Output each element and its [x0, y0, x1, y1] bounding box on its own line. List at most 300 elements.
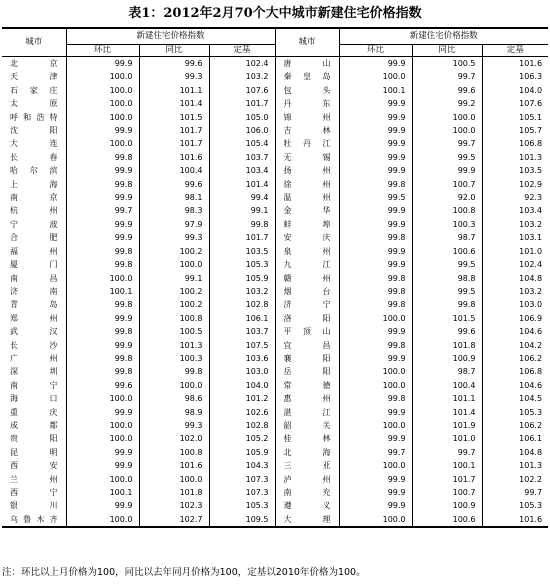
city-cell-left: 南 昌: [10, 273, 58, 283]
table-row: [2, 285, 548, 298]
mom-cell-right: 99.9: [339, 245, 412, 258]
city-cell-left: 福 州: [10, 246, 58, 256]
base-cell-right: 105.3: [482, 499, 548, 512]
city-cell-right: 桂 林: [275, 432, 339, 445]
base-cell-right: 105.3: [482, 406, 548, 419]
base-cell-left: 105.9: [209, 446, 275, 459]
yoy-cell-left: 99.3: [139, 70, 209, 83]
base-cell-right: 103.2: [482, 218, 548, 231]
table-row: [2, 57, 548, 71]
city-cell-left: 昆 明: [10, 447, 58, 457]
yoy-cell-right: 100.7: [412, 178, 482, 191]
mom-cell-left: 100.0: [66, 432, 139, 445]
yoy-cell-left: 101.3: [139, 339, 209, 352]
base-cell-right: 104.0: [482, 84, 548, 97]
base-cell-left: 105.9: [209, 272, 275, 285]
mom-cell-right: 99.9: [339, 97, 412, 110]
table-row: [2, 111, 548, 124]
city-cell-right: 无 锡: [275, 151, 339, 164]
yoy-cell-left: 99.6: [139, 178, 209, 191]
yoy-cell-left: 100.0: [139, 473, 209, 486]
base-cell-left: 101.2: [209, 392, 275, 405]
mom-cell-right: 100.0: [339, 365, 412, 378]
mom-cell-left: 100.0: [66, 392, 139, 405]
mom-cell-right: 99.9: [339, 325, 412, 338]
mom-cell-left: 99.8: [66, 325, 139, 338]
yoy-cell-left: 102.0: [139, 432, 209, 445]
city-cell-right: 蚌 埠: [275, 218, 339, 231]
yoy-cell-left: 100.4: [139, 164, 209, 177]
base-cell-right: 106.1: [482, 432, 548, 445]
city-cell-left: 贵 阳: [10, 434, 58, 444]
header-yoy-right: 同比: [412, 45, 482, 57]
mom-cell-left: 99.8: [66, 258, 139, 271]
table-row: [2, 245, 548, 258]
yoy-cell-left: 99.8: [139, 365, 209, 378]
yoy-cell-left: 100.2: [139, 245, 209, 258]
base-cell-left: 105.2: [209, 432, 275, 445]
yoy-cell-right: 99.7: [412, 137, 482, 150]
mom-cell-left: 99.9: [66, 312, 139, 325]
base-cell-right: 104.8: [482, 446, 548, 459]
yoy-cell-right: 101.4: [412, 406, 482, 419]
mom-cell-right: 99.8: [339, 285, 412, 298]
table-row: [2, 486, 548, 499]
yoy-cell-right: 100.9: [412, 352, 482, 365]
city-cell-right: 韶 关: [275, 419, 339, 432]
city-cell-right: 大 理: [275, 513, 339, 527]
mom-cell-left: 99.8: [66, 245, 139, 258]
yoy-cell-left: 98.3: [139, 204, 209, 217]
table-row: [2, 204, 548, 217]
yoy-cell-right: 98.7: [412, 365, 482, 378]
yoy-cell-right: 100.5: [412, 57, 482, 71]
base-cell-left: 103.7: [209, 151, 275, 164]
yoy-cell-left: 101.6: [139, 459, 209, 472]
mom-cell-right: 100.0: [339, 513, 412, 527]
city-cell-left: 沈 阳: [10, 126, 58, 136]
city-cell-right: 泉 州: [275, 245, 339, 258]
base-cell-right: 104.2: [482, 339, 548, 352]
city-cell-left: 武 汉: [10, 327, 58, 337]
table-row: [2, 365, 548, 378]
city-cell-right: 平顶山: [275, 325, 339, 338]
table-row: [2, 352, 548, 365]
city-cell-left: 北 京: [10, 59, 58, 68]
base-cell-left: 103.0: [209, 365, 275, 378]
yoy-cell-right: 99.5: [412, 258, 482, 271]
yoy-cell-left: 101.5: [139, 111, 209, 124]
yoy-cell-right: 100.8: [412, 204, 482, 217]
yoy-cell-left: 101.4: [139, 97, 209, 110]
base-cell-left: 105.3: [209, 258, 275, 271]
yoy-cell-left: 100.3: [139, 352, 209, 365]
yoy-cell-left: 100.2: [139, 298, 209, 311]
city-cell-right: 宜 昌: [275, 339, 339, 352]
yoy-cell-left: 101.1: [139, 84, 209, 97]
header-city-left: 城市: [2, 28, 66, 57]
yoy-cell-right: 100.6: [412, 513, 482, 527]
yoy-cell-left: 101.7: [139, 124, 209, 137]
yoy-cell-left: 99.6: [139, 57, 209, 71]
mom-cell-right: 99.9: [339, 406, 412, 419]
table-row: [2, 513, 548, 527]
mom-cell-left: 100.0: [66, 97, 139, 110]
base-cell-left: 103.5: [209, 245, 275, 258]
base-cell-right: 103.5: [482, 164, 548, 177]
city-cell-right: 丹 东: [275, 97, 339, 110]
city-cell-right: 九 江: [275, 258, 339, 271]
city-cell-left: 大 连: [10, 139, 58, 149]
mom-cell-right: 99.9: [339, 151, 412, 164]
base-cell-left: 103.7: [209, 325, 275, 338]
city-cell-right: 南 充: [275, 486, 339, 499]
mom-cell-right: 99.9: [339, 204, 412, 217]
yoy-cell-right: 101.7: [412, 473, 482, 486]
table-row: [2, 298, 548, 311]
yoy-cell-left: 100.8: [139, 446, 209, 459]
city-cell-left: 乌鲁木齐: [10, 514, 58, 524]
yoy-cell-right: 99.7: [412, 70, 482, 83]
city-cell-left: 太 原: [10, 99, 58, 109]
yoy-cell-right: 99.8: [412, 298, 482, 311]
mom-cell-right: 99.7: [339, 446, 412, 459]
mom-cell-right: 99.9: [339, 111, 412, 124]
base-cell-left: 107.3: [209, 473, 275, 486]
yoy-cell-right: 99.9: [412, 164, 482, 177]
base-cell-left: 103.4: [209, 164, 275, 177]
header-city-right: 城市: [275, 28, 339, 57]
yoy-cell-left: 102.3: [139, 499, 209, 512]
city-cell-right: 金 华: [275, 204, 339, 217]
yoy-cell-right: 101.5: [412, 312, 482, 325]
city-cell-left: 南 宁: [10, 380, 58, 390]
city-cell-left: 西 安: [10, 461, 58, 471]
yoy-cell-left: 100.2: [139, 285, 209, 298]
yoy-cell-left: 101.7: [139, 137, 209, 150]
yoy-cell-right: 100.3: [412, 218, 482, 231]
base-cell-left: 109.5: [209, 513, 275, 527]
city-cell-right: 岳 阳: [275, 365, 339, 378]
mom-cell-right: 99.9: [339, 137, 412, 150]
yoy-cell-right: 100.4: [412, 379, 482, 392]
base-cell-right: 101.6: [482, 57, 548, 71]
base-cell-left: 102.4: [209, 57, 275, 71]
table-row: [2, 124, 548, 137]
city-cell-left: 成 都: [10, 420, 58, 430]
table-body: [2, 57, 548, 528]
mom-cell-right: 99.8: [339, 298, 412, 311]
mom-cell-right: 99.8: [339, 272, 412, 285]
table-row: [2, 258, 548, 271]
base-cell-right: 102.2: [482, 473, 548, 486]
mom-cell-left: 100.0: [66, 84, 139, 97]
city-cell-right: 扬 州: [275, 164, 339, 177]
yoy-cell-right: 98.8: [412, 272, 482, 285]
base-cell-left: 105.4: [209, 137, 275, 150]
base-cell-left: 103.2: [209, 70, 275, 83]
yoy-cell-left: 99.1: [139, 272, 209, 285]
base-cell-right: 99.7: [482, 486, 548, 499]
table-row: [2, 312, 548, 325]
base-cell-right: 101.6: [482, 513, 548, 527]
yoy-cell-left: 101.6: [139, 151, 209, 164]
city-cell-right: 湛 江: [275, 406, 339, 419]
base-cell-left: 99.1: [209, 204, 275, 217]
base-cell-right: 103.4: [482, 204, 548, 217]
city-cell-right: 徐 州: [275, 178, 339, 191]
base-cell-right: 106.3: [482, 70, 548, 83]
yoy-cell-right: 100.7: [412, 486, 482, 499]
city-cell-right: 唐 山: [275, 57, 339, 71]
base-cell-right: 92.3: [482, 191, 548, 204]
yoy-cell-left: 100.0: [139, 379, 209, 392]
table-row: [2, 379, 548, 392]
mom-cell-left: 100.0: [66, 70, 139, 83]
mom-cell-left: 100.0: [66, 272, 139, 285]
city-cell-left: 杭 州: [10, 206, 58, 216]
base-cell-right: 106.2: [482, 352, 548, 365]
mom-cell-left: 99.8: [66, 365, 139, 378]
table-row: [2, 473, 548, 486]
yoy-cell-right: 100.1: [412, 459, 482, 472]
mom-cell-left: 100.0: [66, 419, 139, 432]
mom-cell-right: 99.9: [339, 473, 412, 486]
city-cell-left: 郑 州: [10, 313, 58, 323]
mom-cell-left: 99.9: [66, 218, 139, 231]
city-cell-left: 厦 门: [10, 260, 58, 270]
city-cell-left: 深 圳: [10, 367, 58, 377]
base-cell-left: 104.0: [209, 379, 275, 392]
mom-cell-right: 99.9: [339, 258, 412, 271]
base-cell-right: 101.3: [482, 151, 548, 164]
city-cell-left: 合 肥: [10, 233, 58, 243]
yoy-cell-right: 99.5: [412, 151, 482, 164]
city-cell-left: 长 沙: [10, 340, 58, 350]
city-cell-left: 兰 州: [10, 474, 58, 484]
mom-cell-left: 99.9: [66, 124, 139, 137]
table-row: [2, 339, 548, 352]
base-cell-right: 104.5: [482, 392, 548, 405]
city-cell-right: 泸 州: [275, 473, 339, 486]
city-cell-right: 襄 阳: [275, 352, 339, 365]
city-cell-right: 洛 阳: [275, 312, 339, 325]
table-row: [2, 272, 548, 285]
mom-cell-left: 99.9: [66, 339, 139, 352]
city-cell-right: 吉 林: [275, 124, 339, 137]
price-index-table: [2, 27, 548, 528]
table-row: [2, 178, 548, 191]
city-cell-left: 广 州: [10, 353, 58, 363]
yoy-cell-right: 100.6: [412, 245, 482, 258]
base-cell-right: 102.9: [482, 178, 548, 191]
base-cell-left: 107.5: [209, 339, 275, 352]
base-cell-right: 104.6: [482, 379, 548, 392]
base-cell-right: 101.3: [482, 459, 548, 472]
table-row: [2, 392, 548, 405]
base-cell-left: 105.0: [209, 111, 275, 124]
city-cell-right: 赣 州: [275, 272, 339, 285]
city-cell-right: 温 州: [275, 191, 339, 204]
city-cell-left: 呼和浩特: [10, 112, 58, 122]
table-row: [2, 84, 548, 97]
city-cell-right: 三 亚: [275, 459, 339, 472]
mom-cell-left: 100.1: [66, 486, 139, 499]
yoy-cell-right: 101.1: [412, 392, 482, 405]
city-cell-right: 济 宁: [275, 298, 339, 311]
footnote: 注：环比以上月价格为100，同比以去年同月价格为100，定基以2010年价格为100。: [2, 567, 366, 578]
city-cell-left: 南 京: [10, 193, 58, 203]
base-cell-left: 103.6: [209, 352, 275, 365]
mom-cell-left: 99.9: [66, 406, 139, 419]
base-cell-left: 102.8: [209, 419, 275, 432]
mom-cell-left: 99.6: [66, 379, 139, 392]
base-cell-right: 106.2: [482, 419, 548, 432]
base-cell-right: 107.6: [482, 97, 548, 110]
yoy-cell-right: 99.5: [412, 285, 482, 298]
mom-cell-left: 99.9: [66, 459, 139, 472]
mom-cell-right: 99.9: [339, 124, 412, 137]
mom-cell-right: 99.9: [339, 486, 412, 499]
mom-cell-right: 99.9: [339, 352, 412, 365]
city-cell-left: 济 南: [10, 286, 58, 296]
mom-cell-right: 99.9: [339, 432, 412, 445]
base-cell-right: 106.8: [482, 365, 548, 378]
mom-cell-right: 99.9: [339, 218, 412, 231]
base-cell-right: 101.0: [482, 245, 548, 258]
city-cell-right: 北 海: [275, 446, 339, 459]
table-row: [2, 231, 548, 244]
yoy-cell-right: 99.6: [412, 325, 482, 338]
city-cell-right: 牡丹江: [275, 137, 339, 150]
mom-cell-right: 100.1: [339, 84, 412, 97]
base-cell-right: 105.7: [482, 124, 548, 137]
city-cell-left: 石家庄: [10, 85, 58, 95]
table-row: [2, 325, 548, 338]
city-cell-right: 常 德: [275, 379, 339, 392]
city-cell-right: 烟 台: [275, 285, 339, 298]
base-cell-right: 103.0: [482, 298, 548, 311]
city-cell-left: 哈尔滨: [10, 166, 58, 176]
mom-cell-left: 99.9: [66, 446, 139, 459]
table-title: 表1：2012年2月70个大中城市新建住宅价格指数: [128, 6, 422, 21]
mom-cell-left: 99.7: [66, 204, 139, 217]
base-cell-left: 104.3: [209, 459, 275, 472]
base-cell-left: 101.7: [209, 97, 275, 110]
base-cell-left: 107.6: [209, 84, 275, 97]
mom-cell-right: 100.0: [339, 419, 412, 432]
city-cell-left: 西 宁: [10, 488, 58, 497]
base-cell-left: 103.2: [209, 285, 275, 298]
yoy-cell-left: 98.6: [139, 392, 209, 405]
base-cell-right: 103.2: [482, 285, 548, 298]
table-row: [2, 97, 548, 110]
mom-cell-left: 99.9: [66, 499, 139, 512]
city-cell-left: 长 春: [10, 152, 58, 162]
yoy-cell-right: 101.8: [412, 339, 482, 352]
header-mom-right: 环比: [339, 45, 412, 57]
yoy-cell-left: 102.7: [139, 513, 209, 527]
base-cell-left: 102.6: [209, 406, 275, 419]
base-cell-left: 99.4: [209, 191, 275, 204]
city-cell-right: 遵 义: [275, 499, 339, 512]
mom-cell-left: 99.8: [66, 352, 139, 365]
base-cell-right: 106.8: [482, 137, 548, 150]
table-row: [2, 446, 548, 459]
yoy-cell-right: 100.0: [412, 111, 482, 124]
base-cell-right: 106.9: [482, 312, 548, 325]
base-cell-right: 104.6: [482, 325, 548, 338]
mom-cell-left: 100.0: [66, 137, 139, 150]
city-cell-left: 上 海: [10, 179, 58, 189]
table-row: [2, 137, 548, 150]
city-cell-left: 青 岛: [10, 300, 58, 310]
table-row: [2, 406, 548, 419]
mom-cell-left: 100.0: [66, 111, 139, 124]
header-mom-left: 环比: [66, 45, 139, 57]
yoy-cell-left: 100.8: [139, 312, 209, 325]
mom-cell-right: 99.5: [339, 191, 412, 204]
mom-cell-right: 99.9: [339, 499, 412, 512]
base-cell-left: 105.3: [209, 499, 275, 512]
header-base-left: 定基: [209, 45, 275, 57]
mom-cell-left: 100.1: [66, 285, 139, 298]
yoy-cell-right: 92.0: [412, 191, 482, 204]
mom-cell-right: 100.0: [339, 459, 412, 472]
city-cell-right: 包 头: [275, 84, 339, 97]
header-group-left: 新建住宅价格指数: [66, 28, 275, 45]
yoy-cell-right: 101.0: [412, 432, 482, 445]
city-cell-right: 锦 州: [275, 111, 339, 124]
mom-cell-left: 99.8: [66, 298, 139, 311]
base-cell-right: 105.1: [482, 111, 548, 124]
yoy-cell-right: 101.9: [412, 419, 482, 432]
base-cell-left: 101.4: [209, 178, 275, 191]
yoy-cell-left: 99.3: [139, 419, 209, 432]
city-cell-right: 安 庆: [275, 231, 339, 244]
yoy-cell-left: 97.9: [139, 218, 209, 231]
header-yoy-left: 同比: [139, 45, 209, 57]
yoy-cell-left: 98.1: [139, 191, 209, 204]
header-base-right: 定基: [482, 45, 548, 57]
base-cell-right: 102.4: [482, 258, 548, 271]
table-row: [2, 218, 548, 231]
base-cell-left: 99.8: [209, 218, 275, 231]
yoy-cell-right: 99.7: [412, 446, 482, 459]
base-cell-left: 106.0: [209, 124, 275, 137]
yoy-cell-left: 99.3: [139, 231, 209, 244]
base-cell-right: 103.1: [482, 231, 548, 244]
mom-cell-right: 99.8: [339, 392, 412, 405]
table-row: [2, 499, 548, 512]
base-cell-right: 104.8: [482, 272, 548, 285]
mom-cell-left: 99.8: [66, 151, 139, 164]
mom-cell-left: 100.0: [66, 513, 139, 527]
yoy-cell-right: 100.9: [412, 499, 482, 512]
yoy-cell-right: 99.2: [412, 97, 482, 110]
table-row: [2, 432, 548, 445]
base-cell-left: 107.3: [209, 486, 275, 499]
mom-cell-left: 99.9: [66, 231, 139, 244]
table-row: [2, 164, 548, 177]
yoy-cell-right: 100.0: [412, 124, 482, 137]
base-cell-left: 101.7: [209, 231, 275, 244]
yoy-cell-right: 98.7: [412, 231, 482, 244]
mom-cell-left: 99.9: [66, 57, 139, 71]
yoy-cell-left: 100.0: [139, 258, 209, 271]
city-cell-left: 重 庆: [10, 407, 58, 417]
city-cell-left: 宁 波: [10, 219, 58, 229]
